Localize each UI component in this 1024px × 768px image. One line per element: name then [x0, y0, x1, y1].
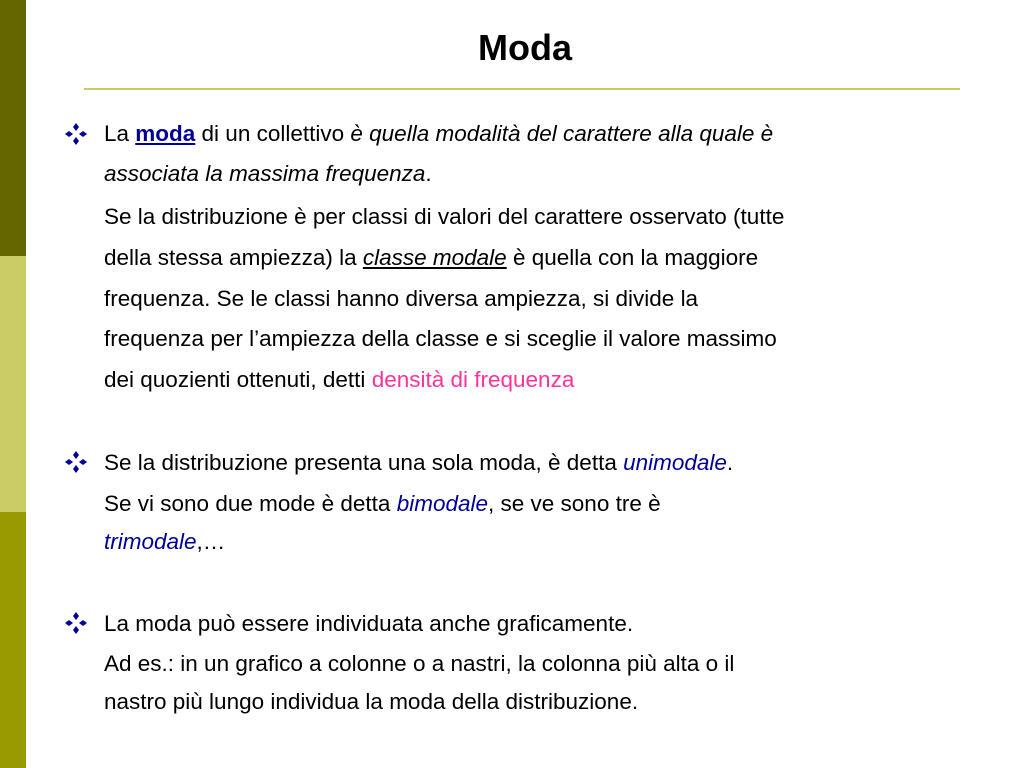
- text-run: .: [726, 450, 734, 475]
- text-run: La: [104, 121, 136, 146]
- text-run: della stessa ampiezza) la: [104, 245, 363, 270]
- term-unimodale: unimodale: [623, 450, 727, 475]
- text-run: di un collettivo: [195, 121, 351, 146]
- p1-line-4: [104, 244, 758, 272]
- text-run: , se ve sono tre è: [488, 491, 661, 516]
- term-trimodale: trimodale: [104, 529, 197, 554]
- p1-line-7: [104, 366, 574, 394]
- p2-line-3: [104, 528, 225, 556]
- text-run: Se la distribuzione presenta una sola moda, è detta: [104, 450, 624, 475]
- p1-line-2: [104, 160, 432, 188]
- text-run: .: [425, 161, 432, 186]
- text-run: è quella con la maggiore: [506, 245, 759, 270]
- term-bimodale: bimodale: [396, 491, 489, 516]
- text-run: ,…: [196, 529, 226, 554]
- diamond-bullet-icon: [64, 450, 88, 474]
- p1-line-3: Se la distribuzione è per classi di valori del carattere osservato (tutte: [104, 204, 785, 229]
- p2-line-1: [104, 449, 733, 477]
- p1-line-1: [104, 120, 773, 148]
- keyword-classe-modale: classe modale: [362, 245, 507, 270]
- p1-line-5: frequenza. Se le classi hanno diversa ampiezza, si divide la: [104, 286, 699, 311]
- diamond-bullet-icon: [64, 122, 88, 146]
- keyword-moda: moda: [135, 121, 196, 146]
- p2-line-2: [104, 490, 661, 518]
- diamond-bullet-icon: [64, 611, 88, 635]
- p3-line-1: La moda può essere individuata anche graficamente.: [104, 611, 634, 636]
- slide-title: Moda: [478, 27, 572, 68]
- text-run: Se vi sono due mode è detta: [104, 491, 397, 516]
- definition-italic: associata la massima frequenza: [104, 161, 426, 186]
- p3-line-3: nastro più lungo individua la moda della distribuzione.: [104, 689, 639, 714]
- text-run: dei quozienti ottenuti, detti: [104, 367, 372, 392]
- keyword-densita-frequenza: densità di frequenza: [371, 367, 575, 392]
- definition-italic: è quella modalità del carattere alla quale è: [350, 121, 774, 146]
- p1-line-6: frequenza per l’ampiezza della classe e si sceglie il valore massimo: [104, 326, 777, 351]
- p3-line-2: Ad es.: in un grafico a colonne o a nastri, la colonna più alta o il: [104, 651, 735, 676]
